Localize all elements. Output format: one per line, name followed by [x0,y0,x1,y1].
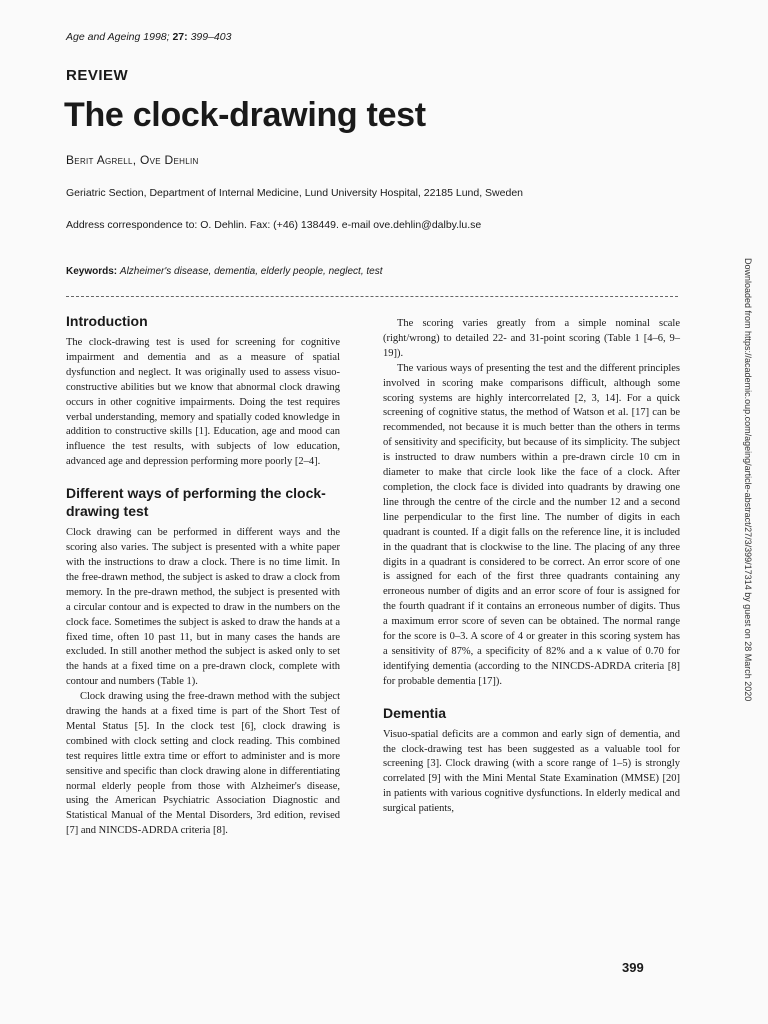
right-column [383,317,680,817]
keywords-list: Alzheimer's disease, dementia, elderly people, neglect, test [119,266,383,277]
keywords [66,266,383,277]
keywords-label: Keywords: [66,266,118,277]
journal-volume: 27: [172,31,188,43]
heading-different-ways: Different ways of performing the clock-drawing test [66,485,326,520]
journal-pages: 399–403 [190,31,232,43]
paragraph-different-ways-2: Clock drawing using the free-drawn method with the subject drawing the hands at a fixed time is part of the Short Test of Mental Status [5]. In the clock test [6], clock drawing is combined with clock setting and clock reading. This combined test requires little extra time or effort to administer and is more sensitive and specific than clock drawing alone in differentiating normal elderly people from those with Alzheimer's disease, using the American Psychiatric Association Diagnostic and Statistical Manual of the Mental Disorders, 3rd edition, revised [7] and NINCDS-ADRDA criteria [8]. [66,691,340,837]
heading-introduction: Introduction [66,313,148,329]
paragraph-different-ways-1: Clock drawing can be performed in different ways and the scoring also varies. The subject is presented with a white paper with the instructions to draw a clock. There is no time limit. In the free-drawn method, the subject is asked to draw a clock from memory. In the pre-drawn method, the subject is presented with a circular contour and is expected to draw in the numbers on the clock face. Sometimes the subject is asked to draw the hands at a fixed time, often 10 past 11, but in many cases the hands are excluded. In still another method the subject is asked only to set the hands at a fixed time on a pre-drawn clock, complete with contour and numbers (Table 1). [66,527,340,688]
correspondence: Address correspondence to: O. Dehlin. Fax: (+46) 138449. e-mail ove.dehlin@dalby.lu.se [66,219,482,231]
paragraph-dementia: Visuo-spatial deficits are a common and early sign of dementia, and the clock-drawing test has been suggested as a valuable tool for screening [3]. Clock drawing (with a score range of 1–5) is strongly correlated [9] with the Mini Mental State Examination (MMSE) [20] in patients with various cognitive dysfunctions. In elderly medical and surgical patients, [383,728,680,815]
paragraph-scoring-2: The various ways of presenting the test and the different principles involved in scoring make comparisons difficult, although some scoring systems are highly intercorrelated [2, 3, 14]. For a quick screening of cognitive status, the method of Watson et al. [17] can be recommended, not because it is much better than the others in terms of sensitivity and specificity, but because of its simplicity. The subject is instructed to draw numbers within a pre-drawn circle 10 cm in diameter to make that circle look like the face of a clock. After completion, the clock face is divided into quadrants by drawing one line through the centre of the circle and the number 12 and a second line perpendicular to the first line. The number of digits in each quadrant is counted. If a digit falls on the reference line, it is included in the quadrant that is clockwise to the line. The placing of any three digits in a quadrant is considered to be correct. An error score of one is assigned for each of the first three quadrants containing any erroneous number of digits and an error score of four is assigned for the fourth quadrant if it contains an erroneous number of digits. Thus a maximum error score of seven can be obtained. The normal range for the score is 0–3. A score of 4 or greater in this scoring system has a sensitivity of 87%, a specificity of 82% and a κ value of 0.70 for identifying dementia (according to the NINCDS-ADRDA criteria [8] for probable dementia [17]). [383,362,680,687]
download-watermark: Downloaded from https://academic.oup.com/ageing/article-abstract/27/3/399/17314 by guest on 28 March 2020 [743,258,753,702]
affiliation: Geriatric Section, Department of Internal Medicine, Lund University Hospital, 22185 Lund, Sweden [66,187,523,199]
paragraph-scoring-1: The scoring varies greatly from a simple nominal scale (right/wrong) to detailed 22- and 31-point scoring (Table 1 [4–6, 9–19]). [383,318,680,359]
article-title: The clock-drawing test [64,96,426,134]
paragraph-introduction: The clock-drawing test is used for screening for cognitive impairment and dementia and as a measure of spatial dysfunction and neglect. It was originally used to assess visuo-constructive abilities but we know that abnormal clock drawing occurs in other cognitive impairments. Doing the test requires verbal understanding, memory and spatially coded knowledge in addition to constructive skills [1]. Education, age and mood can influence the test results, with subjects of low education, advanced age and depression performing more poorly [2–4]. [66,337,340,468]
section-label: REVIEW [66,67,129,84]
header-divider [66,296,678,297]
page-number: 399 [622,960,644,975]
heading-dementia: Dementia [383,704,447,721]
journal-year: 1998; [143,31,170,43]
authors: Berit Agrell, Ove Dehlin [66,153,199,167]
journal-name: Age and Ageing [66,31,141,43]
left-column [66,312,340,839]
journal-reference [66,31,231,43]
